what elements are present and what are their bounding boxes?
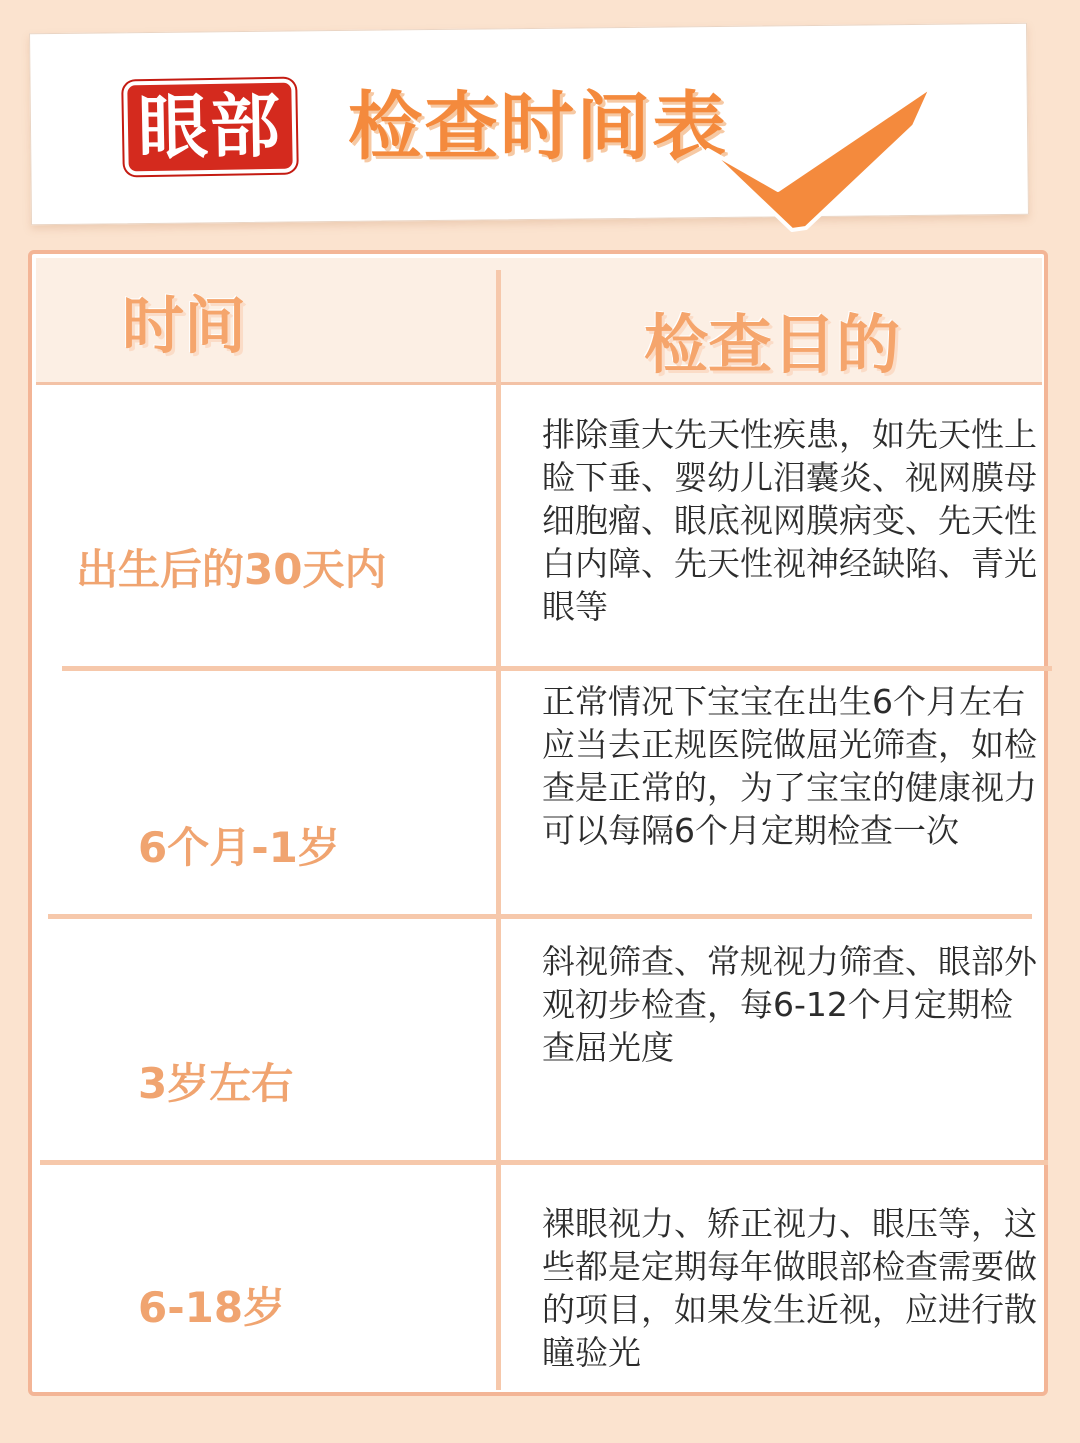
row-divider	[62, 666, 1052, 671]
row-4-purpose: 裸眼视力、矫正视力、眼压等，这些都是定期每年做眼部检查需要做的项目，如果发生近视，应进行散瞳验光	[542, 1204, 1037, 1372]
checkmark-icon	[700, 78, 950, 238]
header-purpose: 检查目的	[644, 309, 900, 383]
row-divider	[48, 914, 1032, 919]
row-3-purpose: 斜视筛查、常规视力筛查、眼部外观初步检查，每6-12个月定期检查屈光度	[542, 942, 1037, 1067]
row-2-purpose: 正常情况下宝宝在出生6个月左右应当去正规医院做屈光筛查，如检查是正常的，为了宝宝的健康视力可以每隔6个月定期检查一次	[542, 682, 1037, 850]
page-title: 检查时间表	[348, 84, 728, 170]
row-3-time: 3岁左右	[138, 1059, 294, 1108]
column-divider	[496, 270, 501, 1390]
row-1-time: 出生后的30天内	[76, 545, 387, 594]
row-4-time: 6-18岁	[138, 1283, 286, 1332]
schedule-table	[28, 250, 1048, 1396]
row-divider	[40, 1160, 1048, 1165]
header-time: 时间	[122, 289, 247, 362]
title-highlight: 眼部	[127, 83, 292, 172]
row-1-purpose: 排除重大先天性疾患，如先天性上睑下垂、婴幼儿泪囊炎、视网膜母细胞瘤、眼底视网膜病变、先天性白内障、先天性视神经缺陷、青光眼等	[542, 415, 1037, 626]
row-2-time: 6个月-1岁	[138, 823, 340, 872]
